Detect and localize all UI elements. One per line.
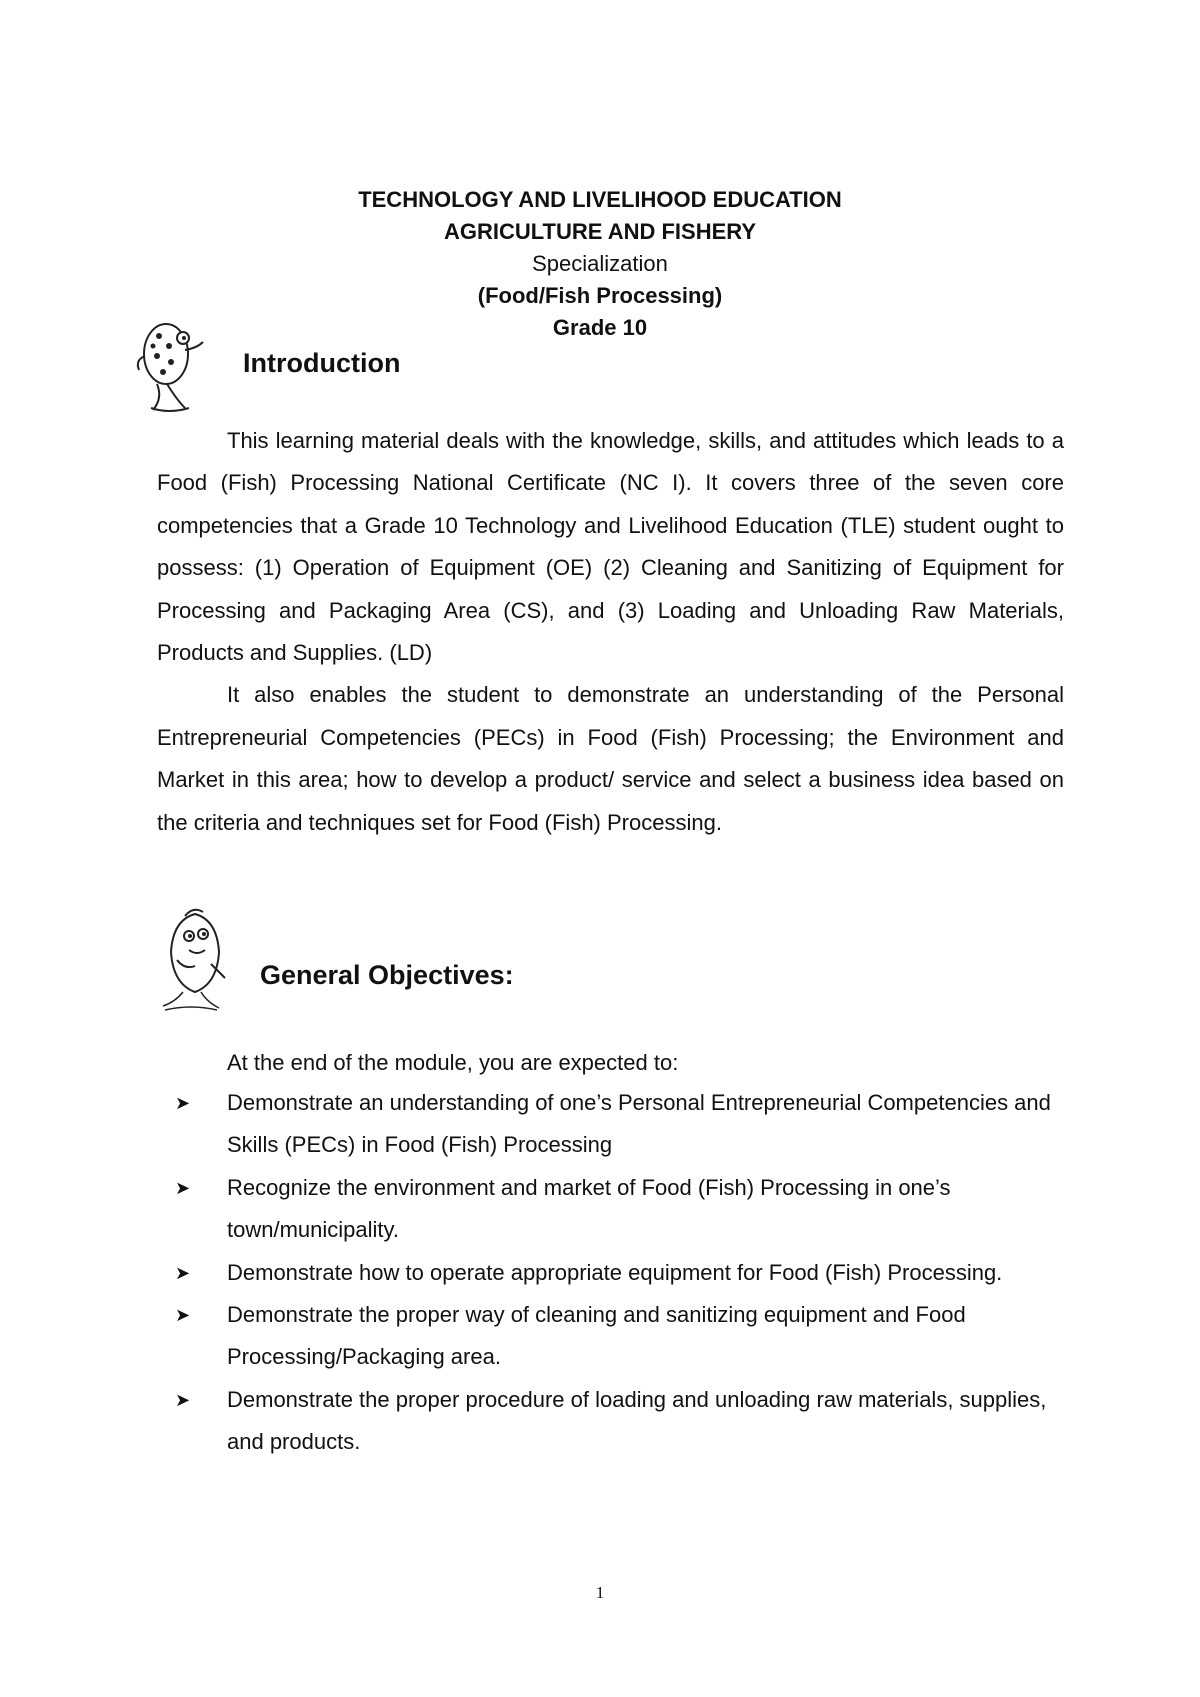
objective-text: Recognize the environment and market of Food (Fish) Processing in one’s town/municipality. bbox=[227, 1174, 951, 1243]
arrowhead-bullet-icon: ➤ bbox=[175, 1262, 191, 1283]
objective-text: Demonstrate the proper procedure of loading and unloading raw materials, supplies, and products. bbox=[227, 1386, 1047, 1455]
list-item bbox=[157, 1167, 1087, 1252]
objective-text: Demonstrate the proper way of cleaning and sanitizing equipment and Food Processing/Packaging area. bbox=[227, 1302, 966, 1370]
list-item bbox=[157, 1252, 1087, 1294]
objective-text: Demonstrate an understanding of one’s Personal Entrepreneurial Competencies and Skills (PECs) in Food (Fish) Processing bbox=[227, 1090, 1051, 1158]
objectives-list bbox=[157, 1082, 1087, 1464]
objectives-intro: At the end of the module, you are expected to: bbox=[227, 1050, 679, 1075]
list-item bbox=[157, 1294, 1087, 1379]
arrowhead-bullet-icon: ➤ bbox=[175, 1093, 191, 1113]
list-item bbox=[157, 1379, 1087, 1464]
title-line-2: AGRICULTURE AND FISHERY bbox=[443, 219, 757, 244]
arrowhead-bullet-icon: ➤ bbox=[175, 1389, 191, 1410]
grade-label: Grade 10 bbox=[552, 315, 648, 340]
specialization-name: (Food/Fish Processing) bbox=[477, 283, 723, 308]
arrowhead-bullet-icon: ➤ bbox=[175, 1177, 191, 1198]
fish-mascot-pointing-icon bbox=[133, 316, 213, 416]
page-number: 1 bbox=[595, 1583, 605, 1602]
introduction-body bbox=[157, 420, 1064, 844]
list-item bbox=[157, 1082, 1087, 1167]
general-objectives-heading: General Objectives: bbox=[260, 960, 514, 990]
fish-mascot-writing-icon bbox=[155, 906, 235, 1012]
introduction-paragraph-1: This learning material deals with the knowledge, skills, and attitudes which leads to a Food (Fish) Processing National Certificate (NC I). It covers three of the seven core competencies that a Grade 10 Technology and Livelihood Education (TLE) student ought to possess: (1) Operation of Equipment (OE) (2) Cleaning and Sanitizing of Equipment for Processing and Packaging Area (CS), and (3) Loading and Unloading Raw Materials, Products and Supplies. (LD) bbox=[157, 428, 1064, 666]
title-line-1: TECHNOLOGY AND LIVELIHOOD EDUCATION bbox=[358, 187, 842, 212]
objective-text: Demonstrate how to operate appropriate equipment for Food (Fish) Processing. bbox=[227, 1259, 1003, 1285]
introduction-heading: Introduction bbox=[243, 348, 401, 378]
arrowhead-bullet-icon: ➤ bbox=[175, 1305, 191, 1326]
introduction-paragraph-2: It also enables the student to demonstrate an understanding of the Personal Entrepreneurial Competencies (PECs) in Food (Fish) Processing; the Environment and Market in this area; how to develop a product/ service and select a business idea based on the criteria and techniques set for Food (Fish) Processing. bbox=[157, 682, 1064, 835]
specialization-label: Specialization bbox=[532, 251, 668, 276]
